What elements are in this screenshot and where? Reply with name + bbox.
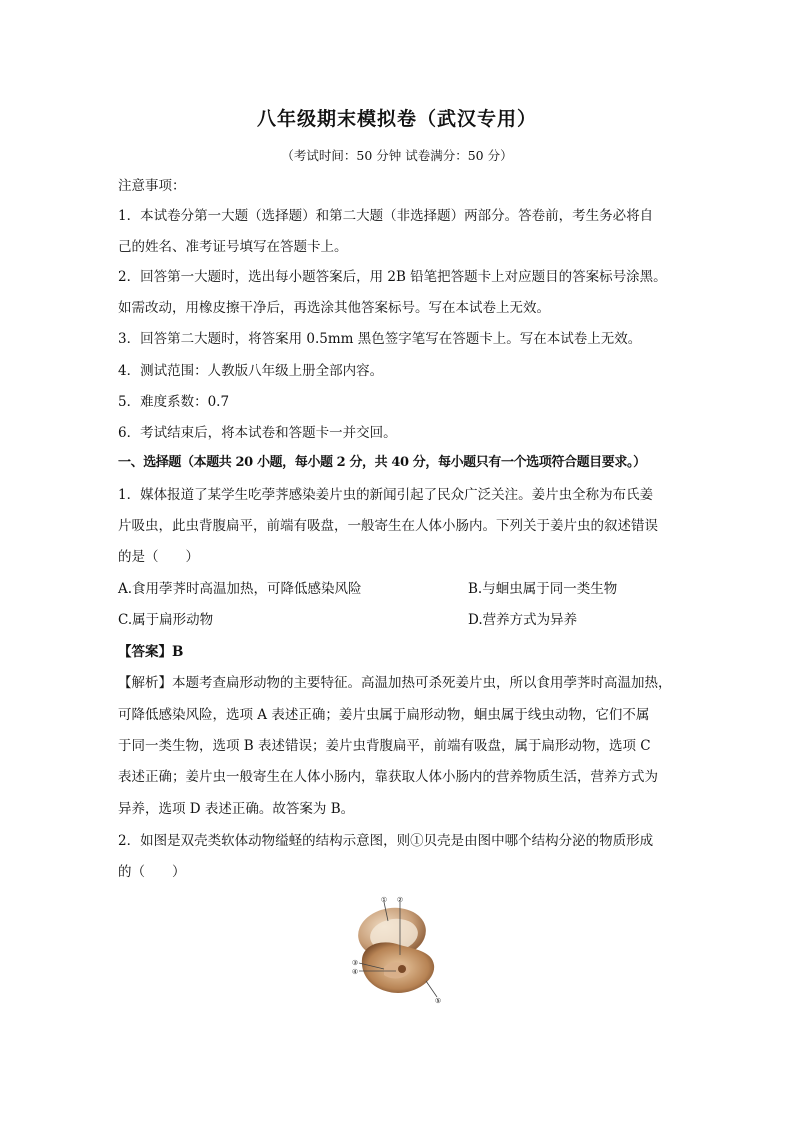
notice-line: 如需改动，用橡皮擦干净后，再选涂其他答案标号。写在本试卷上无效。: [118, 300, 550, 316]
question-1-stem: 片吸虫，此虫背腹扁平，前端有吸盘，一般寄生在人体小肠内。下列关于姜片虫的叙述错误: [118, 518, 658, 534]
notice-line: 6．考试结束后，将本试卷和答题卡一并交回。: [118, 425, 397, 441]
question-1-stem: 的是（ ）: [118, 549, 199, 565]
notice-line: 5．难度系数：0.7: [118, 394, 230, 410]
analysis-line: 可降低感染风险，选项 A 表述正确；姜片虫属于扁形动物，蛔虫属于线虫动物，它们不属: [118, 707, 650, 723]
siphon-shape: [398, 965, 406, 973]
figure-label-4: ④: [351, 968, 359, 976]
option-d: D.营养方式为异养: [468, 612, 578, 628]
option-b: B.与蛔虫属于同一类生物: [468, 581, 618, 597]
analysis-line: 异养，选项 D 表述正确。故答案为 B。: [118, 801, 355, 817]
exam-info: （考试时间：50 分钟 试卷满分：50 分）: [281, 148, 513, 163]
notice-line: 3．回答第二大题时，将答案用 0.5mm 黑色签字笔写在答题卡上。写在本试卷上无效。: [118, 331, 642, 347]
option-c: C.属于扁形动物: [118, 612, 214, 628]
question-2-stem: 2．如图是双壳类软体动物缢蛏的结构示意图，则①贝壳是由图中哪个结构分泌的物质形成: [118, 833, 654, 849]
figure-label-3: ③: [351, 959, 359, 967]
figure-label-2: ②: [396, 896, 404, 904]
page-title: 八年级期末模拟卷（武汉专用）: [256, 108, 537, 130]
label-leader-line: [426, 981, 437, 997]
notice-line: 己的姓名、准考证号填写在答题卡上。: [118, 239, 348, 255]
question-1-stem: 1．媒体报道了某学生吃荸荠感染姜片虫的新闻引起了民众广泛关注。姜片虫全称为布氏姜: [118, 487, 654, 503]
figure-label-1: ①: [380, 896, 388, 904]
figure-label-5: ⑤: [434, 997, 442, 1005]
notice-heading: 注意事项：: [118, 178, 186, 194]
analysis-line: 表述正确；姜片虫一般寄生在人体小肠内，靠获取人体小肠内的营养物质生活，营养方式为: [118, 769, 658, 785]
notice-line: 4．测试范围：人教版八年级上册全部内容。: [118, 363, 384, 379]
section-heading: 一、选择题（本题共 20 小题，每小题 2 分，共 40 分，每小题只有一个选项符合题目要求。）: [118, 455, 646, 470]
analysis-line: 【解析】本题考查扁形动物的主要特征。高温加热可杀死姜片虫，所以食用荸荠时高温加热，: [118, 675, 672, 691]
razor-clam-structure-figure: [340, 893, 452, 1005]
notice-line: 1．本试卷分第一大题（选择题）和第二大题（非选择题）两部分。答卷前，考生务必将自: [118, 208, 654, 224]
question-2-stem: 的（ ）: [118, 864, 186, 880]
notice-line: 2．回答第一大题时，选出每小题答案后，用 2B 铅笔把答题卡上对应题目的答案标号涂黑。: [118, 269, 667, 285]
option-a: A.食用荸荠时高温加热，可降低感染风险: [118, 581, 362, 597]
answer-label: 【答案】B: [118, 644, 184, 660]
analysis-line: 于同一类生物，选项 B 表述错误；姜片虫背腹扁平，前端有吸盘，属于扁形动物，选项 C: [118, 738, 651, 754]
